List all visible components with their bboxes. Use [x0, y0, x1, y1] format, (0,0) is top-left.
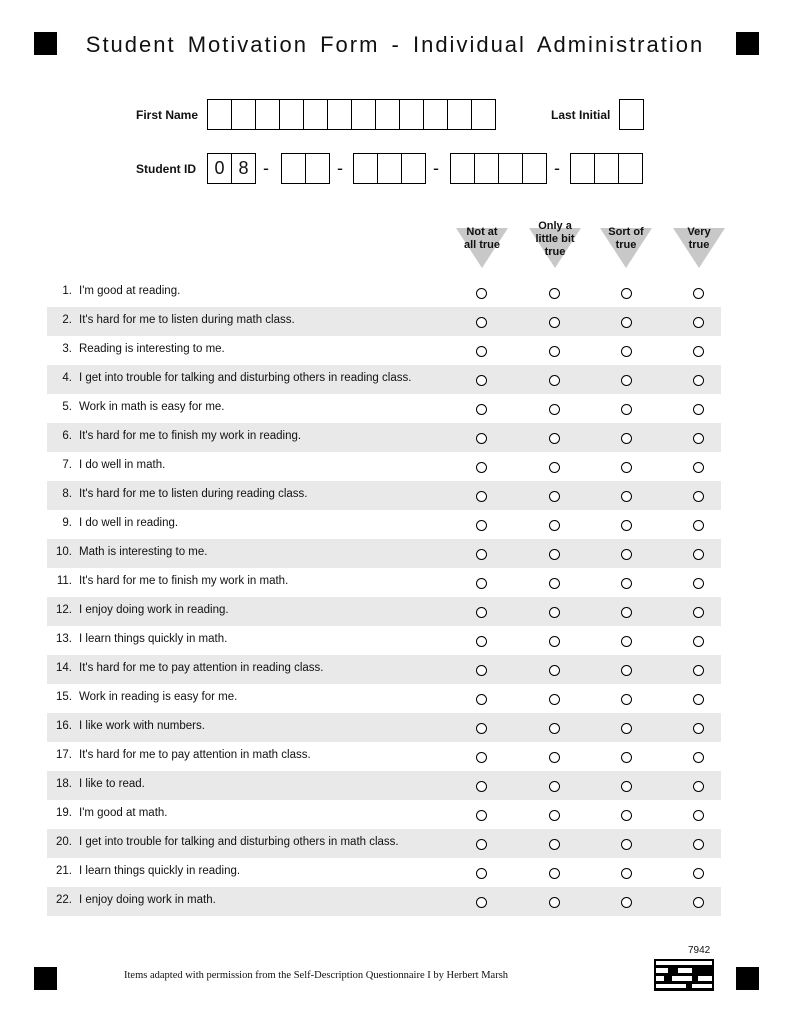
response-bubble[interactable]: [476, 723, 487, 734]
item-text: I do well in reading.: [79, 517, 179, 529]
response-bubble[interactable]: [693, 723, 704, 734]
response-bubble[interactable]: [621, 578, 632, 589]
response-bubble[interactable]: [549, 433, 560, 444]
response-bubble[interactable]: [693, 404, 704, 415]
item-text: It's hard for me to pay attention in reading class.: [79, 662, 324, 674]
response-bubble[interactable]: [693, 868, 704, 879]
item-text: I enjoy doing work in reading.: [79, 604, 229, 616]
item-number: 16.: [56, 720, 72, 732]
response-bubble[interactable]: [621, 433, 632, 444]
first-name-letter-box[interactable]: [280, 99, 304, 130]
response-bubble[interactable]: [476, 491, 487, 502]
item-text: Reading is interesting to me.: [79, 343, 225, 355]
last-initial-box[interactable]: [619, 99, 644, 130]
item-number: 12.: [56, 604, 72, 616]
item-row: [47, 278, 721, 307]
item-text: I learn things quickly in reading.: [79, 865, 241, 877]
response-bubble[interactable]: [621, 491, 632, 502]
item-number: 21.: [56, 865, 72, 877]
student-id-digit[interactable]: [353, 153, 378, 184]
response-bubble[interactable]: [549, 694, 560, 705]
response-bubble[interactable]: [693, 810, 704, 821]
item-row: [47, 568, 721, 597]
response-option-header: [527, 222, 583, 268]
student-id-digit[interactable]: 0: [207, 153, 232, 184]
item-number: 2.: [62, 314, 72, 326]
footer-credit: Items adapted with permission from the Self-Description Questionnaire I by Herbert Marsh: [124, 970, 509, 981]
response-bubble[interactable]: [621, 723, 632, 734]
response-option-label: little bit: [535, 233, 575, 245]
student-id-digit[interactable]: [523, 153, 547, 184]
student-id-group-2[interactable]: [281, 153, 330, 184]
item-number: 11.: [56, 575, 72, 587]
response-bubble[interactable]: [549, 752, 560, 763]
first-name-letter-box[interactable]: [232, 99, 256, 130]
response-bubble[interactable]: [621, 839, 632, 850]
response-bubble[interactable]: [549, 897, 560, 908]
item-number: 1.: [62, 285, 72, 297]
response-bubble[interactable]: [693, 346, 704, 357]
response-bubble[interactable]: [693, 752, 704, 763]
id-separator: -: [433, 158, 439, 178]
response-bubble[interactable]: [476, 549, 487, 560]
response-bubble[interactable]: [549, 491, 560, 502]
student-id-digit[interactable]: [570, 153, 595, 184]
item-row: [47, 829, 721, 858]
response-bubble[interactable]: [549, 462, 560, 473]
student-id-group-3[interactable]: [353, 153, 426, 184]
item-row: [47, 858, 721, 887]
item-number: 15.: [56, 691, 72, 703]
item-row: [47, 336, 721, 365]
response-bubble[interactable]: [476, 868, 487, 879]
first-name-letter-box[interactable]: [472, 99, 496, 130]
response-bubble[interactable]: [693, 897, 704, 908]
first-name-letter-box[interactable]: [424, 99, 448, 130]
response-bubble[interactable]: [476, 752, 487, 763]
item-number: 3.: [62, 343, 72, 355]
response-bubble[interactable]: [476, 404, 487, 415]
response-bubble[interactable]: [549, 549, 560, 560]
items-list: [47, 278, 721, 916]
response-bubble[interactable]: [693, 636, 704, 647]
response-bubble[interactable]: [621, 897, 632, 908]
item-row: [47, 771, 721, 800]
last-initial-label: Last Initial: [551, 108, 611, 122]
response-option-label: true: [615, 239, 637, 251]
id-separator: -: [263, 158, 269, 178]
response-bubble[interactable]: [621, 868, 632, 879]
first-name-letter-box[interactable]: [256, 99, 280, 130]
student-id-digit[interactable]: [595, 153, 619, 184]
item-text: Work in reading is easy for me.: [79, 691, 238, 703]
response-bubble[interactable]: [693, 781, 704, 792]
student-id-digit[interactable]: [378, 153, 402, 184]
item-row: [47, 742, 721, 771]
response-bubble[interactable]: [549, 723, 560, 734]
response-bubble[interactable]: [549, 288, 560, 299]
registration-mark-bottom-left: [34, 967, 57, 990]
response-bubble[interactable]: [549, 404, 560, 415]
response-bubble[interactable]: [476, 636, 487, 647]
item-number: 14.: [56, 662, 72, 674]
response-option-header: [598, 222, 654, 268]
item-row: [47, 481, 721, 510]
item-number: 7.: [62, 459, 72, 471]
item-number: 4.: [62, 372, 72, 384]
item-row: [47, 510, 721, 539]
first-name-label: First Name: [136, 108, 199, 122]
response-bubble[interactable]: [549, 520, 560, 531]
item-number: 8.: [62, 488, 72, 500]
response-bubble[interactable]: [693, 578, 704, 589]
response-bubble[interactable]: [693, 549, 704, 560]
response-bubble[interactable]: [693, 607, 704, 618]
response-bubble[interactable]: [476, 897, 487, 908]
student-id-digit[interactable]: 8: [232, 153, 256, 184]
student-id-digit[interactable]: [619, 153, 643, 184]
response-bubble[interactable]: [549, 781, 560, 792]
item-row: [47, 365, 721, 394]
response-bubble[interactable]: [476, 665, 487, 676]
response-bubble[interactable]: [621, 810, 632, 821]
response-bubble[interactable]: [549, 317, 560, 328]
item-text: I get into trouble for talking and disturbing others in reading class.: [79, 372, 412, 384]
response-bubble[interactable]: [476, 839, 487, 850]
item-row: [47, 597, 721, 626]
item-row: [47, 887, 721, 916]
response-option-header: [454, 222, 510, 268]
response-option-label: Sort of: [608, 226, 644, 238]
item-row: [47, 394, 721, 423]
response-bubble[interactable]: [693, 317, 704, 328]
item-text: It's hard for me to listen during reading class.: [79, 488, 308, 500]
response-bubble[interactable]: [693, 520, 704, 531]
first-name-letter-box[interactable]: [376, 99, 400, 130]
id-separator: -: [337, 158, 343, 178]
student-id-digit[interactable]: [450, 153, 475, 184]
response-bubble[interactable]: [476, 317, 487, 328]
first-name-letter-box[interactable]: [207, 99, 232, 130]
first-name-letter-box[interactable]: [304, 99, 328, 130]
response-bubble[interactable]: [693, 433, 704, 444]
item-text: I'm good at reading.: [79, 285, 181, 297]
response-bubble[interactable]: [476, 781, 487, 792]
item-text: I like work with numbers.: [79, 720, 205, 732]
item-text: It's hard for me to finish my work in math.: [79, 575, 289, 587]
response-bubble[interactable]: [476, 810, 487, 821]
student-id-label: Student ID: [136, 162, 196, 176]
response-bubble[interactable]: [549, 868, 560, 879]
response-bubble[interactable]: [549, 607, 560, 618]
response-option-label: Not at: [466, 226, 498, 238]
student-id-digit[interactable]: [281, 153, 306, 184]
response-bubble[interactable]: [476, 288, 487, 299]
item-row: [47, 307, 721, 336]
item-text: I get into trouble for talking and disturbing others in math class.: [79, 836, 399, 848]
response-bubble[interactable]: [476, 375, 487, 386]
item-text: It's hard for me to finish my work in reading.: [79, 430, 302, 442]
student-id-digit[interactable]: [402, 153, 426, 184]
response-bubble[interactable]: [621, 607, 632, 618]
response-bubble[interactable]: [549, 665, 560, 676]
item-text: I learn things quickly in math.: [79, 633, 228, 645]
item-row: [47, 423, 721, 452]
response-bubble[interactable]: [621, 694, 632, 705]
response-bubble[interactable]: [549, 839, 560, 850]
item-number: 19.: [56, 807, 72, 819]
last-initial-field[interactable]: [619, 99, 644, 130]
response-option-label: true: [544, 246, 566, 258]
item-row: [47, 452, 721, 481]
first-name-letter-box[interactable]: [328, 99, 352, 130]
response-bubble[interactable]: [549, 810, 560, 821]
student-id-group-4[interactable]: [450, 153, 547, 184]
response-bubble[interactable]: [476, 346, 487, 357]
response-bubble[interactable]: [549, 578, 560, 589]
response-option-header: [671, 222, 727, 268]
item-text: Math is interesting to me.: [79, 546, 208, 558]
response-bubble[interactable]: [549, 636, 560, 647]
item-number: 10.: [56, 546, 72, 558]
response-bubble[interactable]: [621, 346, 632, 357]
response-bubble[interactable]: [549, 375, 560, 386]
item-number: 18.: [56, 778, 72, 790]
first-name-letter-box[interactable]: [352, 99, 376, 130]
response-bubble[interactable]: [621, 549, 632, 560]
item-number: 17.: [56, 749, 72, 761]
form-barcode: [654, 959, 714, 991]
response-bubble[interactable]: [621, 752, 632, 763]
response-bubble[interactable]: [476, 462, 487, 473]
item-number: 13.: [56, 633, 72, 645]
item-row: [47, 655, 721, 684]
response-bubble[interactable]: [621, 462, 632, 473]
student-id-digit[interactable]: [499, 153, 523, 184]
item-row: [47, 539, 721, 568]
response-bubble[interactable]: [621, 288, 632, 299]
item-row: [47, 626, 721, 655]
form-number: 7942: [688, 945, 711, 956]
item-number: 5.: [62, 401, 72, 413]
response-bubble[interactable]: [621, 404, 632, 415]
response-bubble[interactable]: [693, 839, 704, 850]
response-bubble[interactable]: [621, 317, 632, 328]
form-title: Student Motivation Form - Individual Administration: [85, 32, 705, 57]
item-row: [47, 684, 721, 713]
student-id-group-1[interactable]: [207, 153, 256, 184]
item-text: Work in math is easy for me.: [79, 401, 225, 413]
item-row: [47, 713, 721, 742]
response-bubble[interactable]: [621, 375, 632, 386]
item-text: I do well in math.: [79, 459, 166, 471]
item-number: 9.: [62, 517, 72, 529]
response-option-label: Only a: [538, 220, 572, 232]
response-bubble[interactable]: [476, 520, 487, 531]
response-bubble[interactable]: [476, 433, 487, 444]
response-option-label: Very: [687, 226, 711, 238]
response-bubble[interactable]: [693, 694, 704, 705]
item-text: I enjoy doing work in math.: [79, 894, 216, 906]
response-bubble[interactable]: [621, 520, 632, 531]
item-text: I'm good at math.: [79, 807, 168, 819]
first-name-letter-box[interactable]: [400, 99, 424, 130]
response-bubble[interactable]: [693, 288, 704, 299]
response-bubble[interactable]: [549, 346, 560, 357]
response-bubble[interactable]: [693, 665, 704, 676]
response-option-label: true: [688, 239, 710, 251]
response-bubble[interactable]: [476, 694, 487, 705]
student-id-group-5[interactable]: [570, 153, 643, 184]
response-bubble[interactable]: [621, 636, 632, 647]
first-name-letter-box[interactable]: [448, 99, 472, 130]
response-bubble[interactable]: [693, 462, 704, 473]
first-name-field[interactable]: [207, 99, 496, 130]
response-bubble[interactable]: [621, 781, 632, 792]
item-text: I like to read.: [79, 778, 145, 790]
item-row: [47, 800, 721, 829]
registration-mark-top-left: [34, 32, 57, 55]
registration-mark-top-right: [736, 32, 759, 55]
item-text: It's hard for me to listen during math class.: [79, 314, 295, 326]
response-bubble[interactable]: [693, 491, 704, 502]
item-text: It's hard for me to pay attention in math class.: [79, 749, 311, 761]
item-number: 20.: [56, 836, 72, 848]
id-separator: -: [554, 158, 560, 178]
response-bubble[interactable]: [621, 665, 632, 676]
item-number: 22.: [56, 894, 72, 906]
response-bubble[interactable]: [476, 607, 487, 618]
response-bubble[interactable]: [476, 578, 487, 589]
student-id-digit[interactable]: [306, 153, 330, 184]
student-id-digit[interactable]: [475, 153, 499, 184]
registration-mark-bottom-right: [736, 967, 759, 990]
response-option-label: all true: [463, 239, 501, 251]
item-number: 6.: [62, 430, 72, 442]
response-bubble[interactable]: [693, 375, 704, 386]
